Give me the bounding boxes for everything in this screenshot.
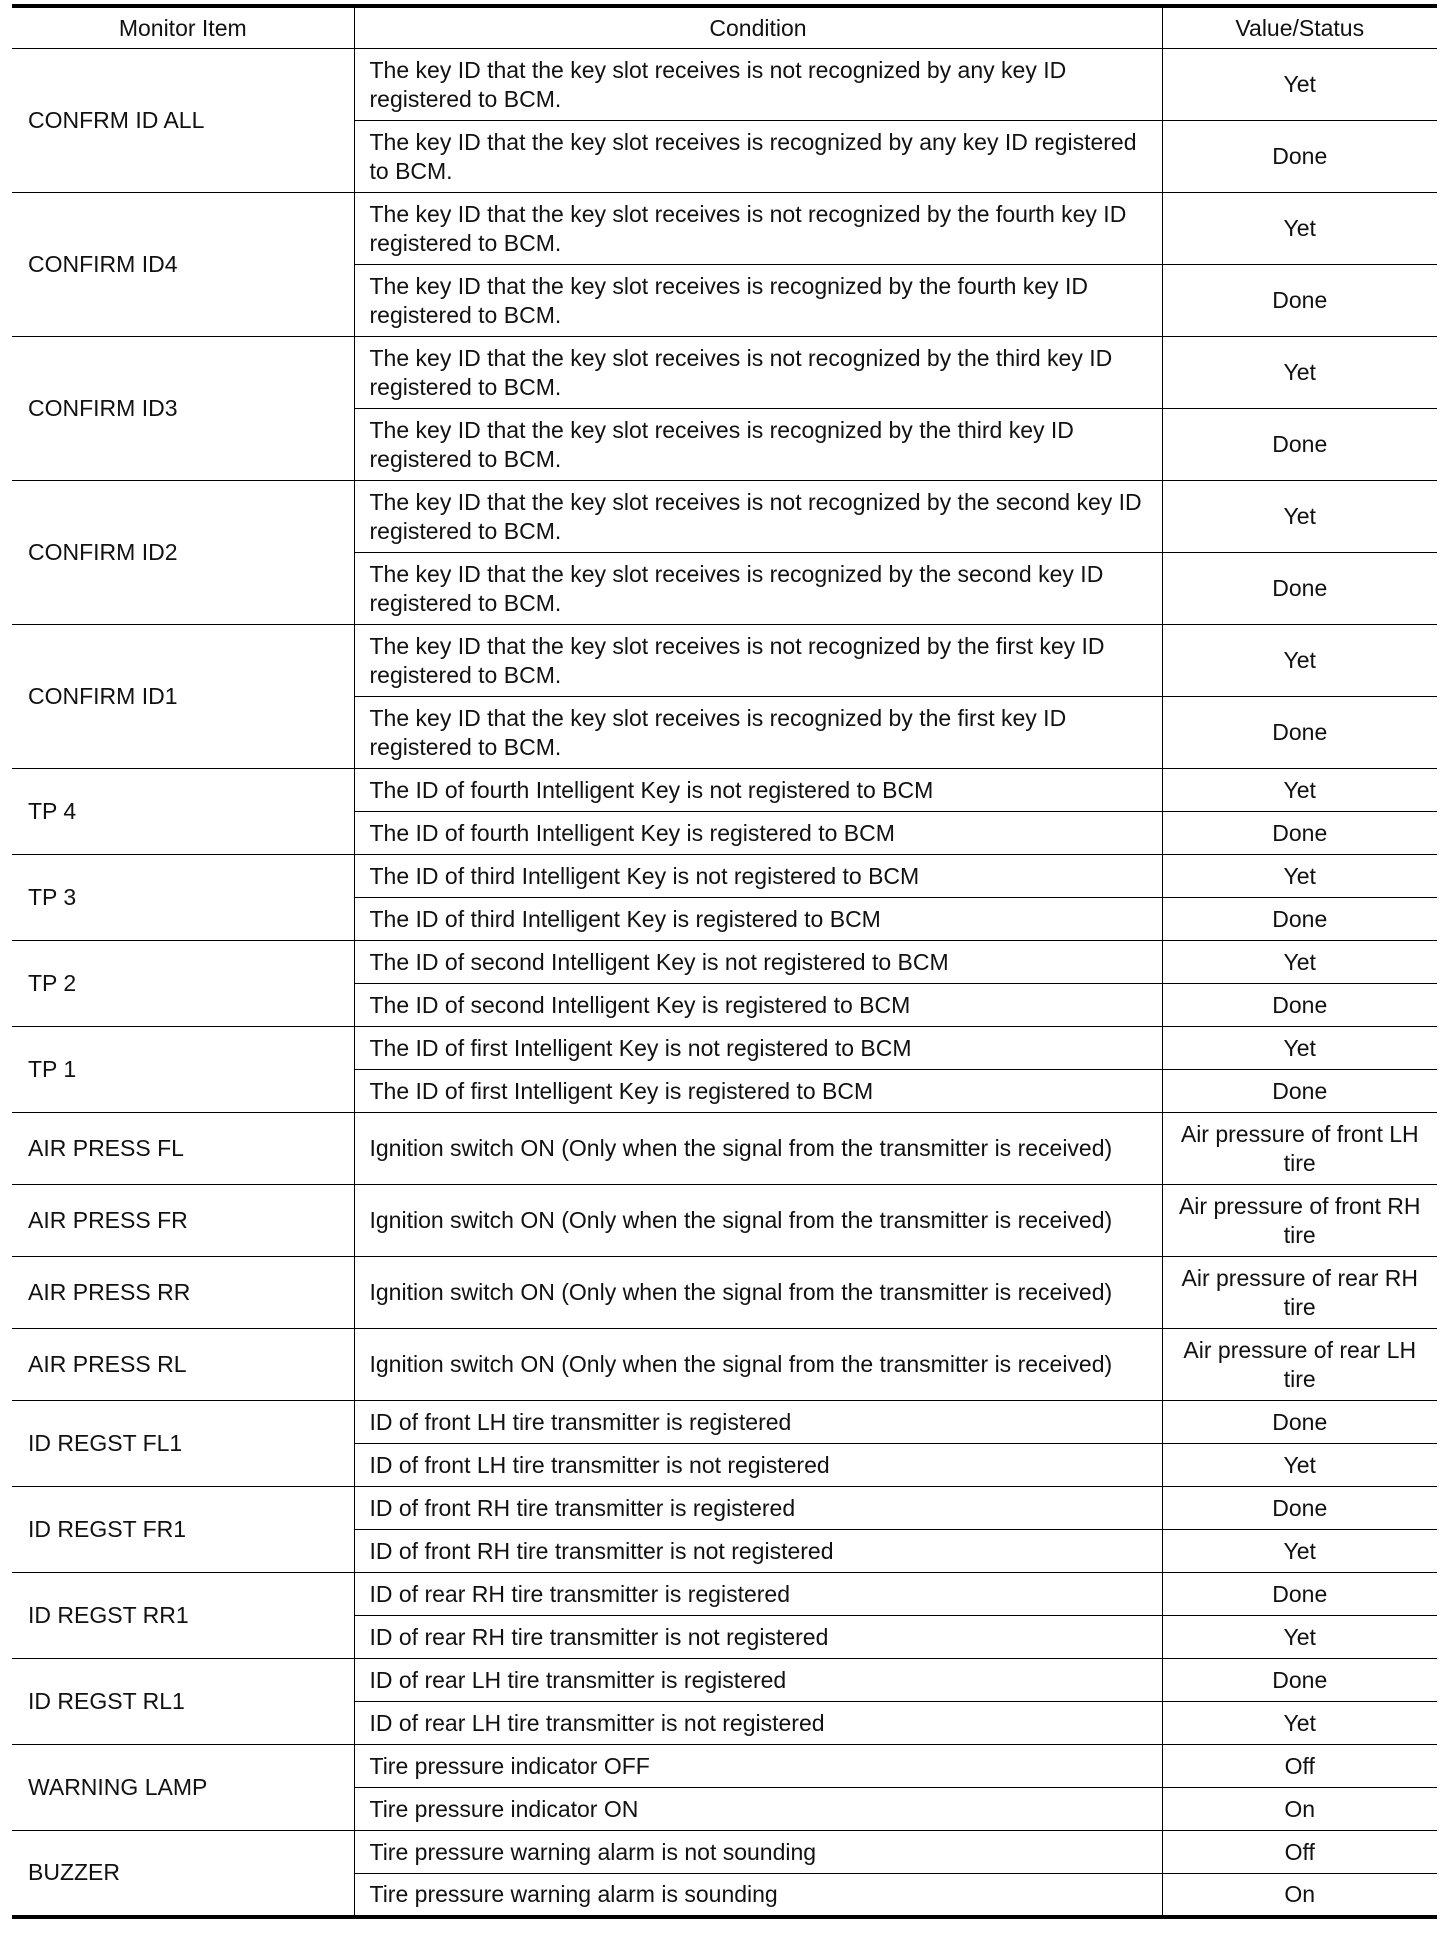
condition-cell: Tire pressure indicator ON bbox=[354, 1788, 1162, 1831]
monitor-item-cell: AIR PRESS FR bbox=[12, 1185, 354, 1257]
table-row bbox=[12, 1659, 1437, 1702]
table-row bbox=[12, 625, 1437, 697]
monitor-item-cell: AIR PRESS RL bbox=[12, 1329, 354, 1401]
condition-cell: The ID of first Intelligent Key is not registered to BCM bbox=[354, 1027, 1162, 1070]
value-status-cell: Done bbox=[1162, 1573, 1437, 1616]
monitor-item-cell: ID REGST RR1 bbox=[12, 1573, 354, 1659]
monitor-item-cell: TP 1 bbox=[12, 1027, 354, 1113]
value-status-cell: Air pressure of front LH tire bbox=[1162, 1113, 1437, 1185]
table-row bbox=[12, 1573, 1437, 1616]
value-status-cell: Air pressure of front RH tire bbox=[1162, 1185, 1437, 1257]
monitor-table-sheet bbox=[12, 4, 1437, 1919]
monitor-item-cell: TP 3 bbox=[12, 855, 354, 941]
condition-cell: The key ID that the key slot receives is recognized by the fourth key ID registered to BCM. bbox=[354, 265, 1162, 337]
value-status-cell: Off bbox=[1162, 1831, 1437, 1874]
condition-cell: The key ID that the key slot receives is recognized by the first key ID registered to BCM. bbox=[354, 697, 1162, 769]
monitor-item-cell: ID REGST FR1 bbox=[12, 1487, 354, 1573]
value-status-cell: Yet bbox=[1162, 1702, 1437, 1745]
monitor-item-cell: TP 4 bbox=[12, 769, 354, 855]
value-status-cell: Done bbox=[1162, 898, 1437, 941]
value-status-cell: Yet bbox=[1162, 1027, 1437, 1070]
condition-cell: Tire pressure indicator OFF bbox=[354, 1745, 1162, 1788]
value-status-cell: Done bbox=[1162, 812, 1437, 855]
table-row bbox=[12, 337, 1437, 409]
condition-cell: The key ID that the key slot receives is not recognized by the first key ID registered to BCM. bbox=[354, 625, 1162, 697]
monitor-item-cell: CONFIRM ID3 bbox=[12, 337, 354, 481]
condition-cell: ID of rear RH tire transmitter is not registered bbox=[354, 1616, 1162, 1659]
condition-cell: The key ID that the key slot receives is recognized by any key ID registered to BCM. bbox=[354, 121, 1162, 193]
condition-cell: ID of front LH tire transmitter is not registered bbox=[354, 1444, 1162, 1487]
monitor-item-cell: WARNING LAMP bbox=[12, 1745, 354, 1831]
value-status-cell: Yet bbox=[1162, 49, 1437, 121]
condition-cell: ID of rear RH tire transmitter is registered bbox=[354, 1573, 1162, 1616]
value-status-cell: Yet bbox=[1162, 193, 1437, 265]
value-status-cell: Done bbox=[1162, 409, 1437, 481]
condition-cell: Ignition switch ON (Only when the signal from the transmitter is received) bbox=[354, 1185, 1162, 1257]
condition-cell: Tire pressure warning alarm is not sounding bbox=[354, 1831, 1162, 1874]
condition-cell: ID of rear LH tire transmitter is registered bbox=[354, 1659, 1162, 1702]
condition-cell: The key ID that the key slot receives is recognized by the third key ID registered to BCM. bbox=[354, 409, 1162, 481]
condition-cell: Ignition switch ON (Only when the signal from the transmitter is received) bbox=[354, 1113, 1162, 1185]
value-status-cell: Yet bbox=[1162, 337, 1437, 409]
condition-cell: ID of front RH tire transmitter is registered bbox=[354, 1487, 1162, 1530]
value-status-cell: Done bbox=[1162, 1401, 1437, 1444]
monitor-item-cell: ID REGST FL1 bbox=[12, 1401, 354, 1487]
value-status-cell: Done bbox=[1162, 984, 1437, 1027]
value-status-cell: Yet bbox=[1162, 1444, 1437, 1487]
value-status-cell: Done bbox=[1162, 553, 1437, 625]
table-row bbox=[12, 1113, 1437, 1185]
table-row bbox=[12, 855, 1437, 898]
table-row bbox=[12, 1401, 1437, 1444]
condition-cell: Ignition switch ON (Only when the signal from the transmitter is received) bbox=[354, 1257, 1162, 1329]
value-status-cell: Yet bbox=[1162, 625, 1437, 697]
condition-cell: The key ID that the key slot receives is not recognized by the third key ID registered to BCM. bbox=[354, 337, 1162, 409]
monitor-item-cell: CONFIRM ID2 bbox=[12, 481, 354, 625]
table-row bbox=[12, 1487, 1437, 1530]
condition-cell: ID of front RH tire transmitter is not registered bbox=[354, 1530, 1162, 1573]
value-status-cell: Done bbox=[1162, 121, 1437, 193]
condition-cell: The ID of second Intelligent Key is registered to BCM bbox=[354, 984, 1162, 1027]
monitor-item-cell: BUZZER bbox=[12, 1831, 354, 1917]
value-status-cell: Done bbox=[1162, 265, 1437, 337]
condition-cell: The ID of second Intelligent Key is not registered to BCM bbox=[354, 941, 1162, 984]
condition-cell: The ID of third Intelligent Key is registered to BCM bbox=[354, 898, 1162, 941]
condition-cell: The ID of first Intelligent Key is registered to BCM bbox=[354, 1070, 1162, 1113]
value-status-cell: Air pressure of rear RH tire bbox=[1162, 1257, 1437, 1329]
monitor-item-cell: AIR PRESS RR bbox=[12, 1257, 354, 1329]
table-row bbox=[12, 193, 1437, 265]
condition-cell: The ID of fourth Intelligent Key is registered to BCM bbox=[354, 812, 1162, 855]
header-monitor-item: Monitor Item bbox=[12, 6, 354, 49]
value-status-cell: Done bbox=[1162, 1487, 1437, 1530]
table-row bbox=[12, 481, 1437, 553]
value-status-cell: Off bbox=[1162, 1745, 1437, 1788]
table-row bbox=[12, 1745, 1437, 1788]
monitor-item-cell: CONFIRM ID4 bbox=[12, 193, 354, 337]
value-status-cell: Air pressure of rear LH tire bbox=[1162, 1329, 1437, 1401]
condition-cell: Tire pressure warning alarm is sounding bbox=[354, 1874, 1162, 1917]
header-value-status: Value/Status bbox=[1162, 6, 1437, 49]
value-status-cell: On bbox=[1162, 1874, 1437, 1917]
table-row bbox=[12, 1027, 1437, 1070]
table-row bbox=[12, 1329, 1437, 1401]
table-row bbox=[12, 1257, 1437, 1329]
condition-cell: ID of front LH tire transmitter is registered bbox=[354, 1401, 1162, 1444]
condition-cell: The ID of third Intelligent Key is not registered to BCM bbox=[354, 855, 1162, 898]
value-status-cell: Done bbox=[1162, 1070, 1437, 1113]
header-condition: Condition bbox=[354, 6, 1162, 49]
monitor-item-cell: AIR PRESS FL bbox=[12, 1113, 354, 1185]
monitor-item-table bbox=[12, 4, 1437, 1919]
table-body bbox=[12, 49, 1437, 1917]
condition-cell: The key ID that the key slot receives is not recognized by the second key ID registered to BCM. bbox=[354, 481, 1162, 553]
condition-cell: The key ID that the key slot receives is not recognized by the fourth key ID registered to BCM. bbox=[354, 193, 1162, 265]
table-row bbox=[12, 769, 1437, 812]
table-row bbox=[12, 941, 1437, 984]
monitor-item-cell: TP 2 bbox=[12, 941, 354, 1027]
table-row bbox=[12, 1831, 1437, 1874]
condition-cell: Ignition switch ON (Only when the signal from the transmitter is received) bbox=[354, 1329, 1162, 1401]
monitor-item-cell: CONFRM ID ALL bbox=[12, 49, 354, 193]
monitor-item-cell: ID REGST RL1 bbox=[12, 1659, 354, 1745]
table-header-row bbox=[12, 6, 1437, 49]
condition-cell: The key ID that the key slot receives is recognized by the second key ID registered to BCM. bbox=[354, 553, 1162, 625]
value-status-cell: Yet bbox=[1162, 855, 1437, 898]
value-status-cell: Yet bbox=[1162, 941, 1437, 984]
value-status-cell: Done bbox=[1162, 1659, 1437, 1702]
value-status-cell: Yet bbox=[1162, 481, 1437, 553]
value-status-cell: Done bbox=[1162, 697, 1437, 769]
table-row bbox=[12, 49, 1437, 121]
table-row bbox=[12, 1185, 1437, 1257]
condition-cell: ID of rear LH tire transmitter is not registered bbox=[354, 1702, 1162, 1745]
condition-cell: The ID of fourth Intelligent Key is not registered to BCM bbox=[354, 769, 1162, 812]
value-status-cell: Yet bbox=[1162, 1616, 1437, 1659]
value-status-cell: On bbox=[1162, 1788, 1437, 1831]
condition-cell: The key ID that the key slot receives is not recognized by any key ID registered to BCM. bbox=[354, 49, 1162, 121]
value-status-cell: Yet bbox=[1162, 1530, 1437, 1573]
monitor-item-cell: CONFIRM ID1 bbox=[12, 625, 354, 769]
value-status-cell: Yet bbox=[1162, 769, 1437, 812]
